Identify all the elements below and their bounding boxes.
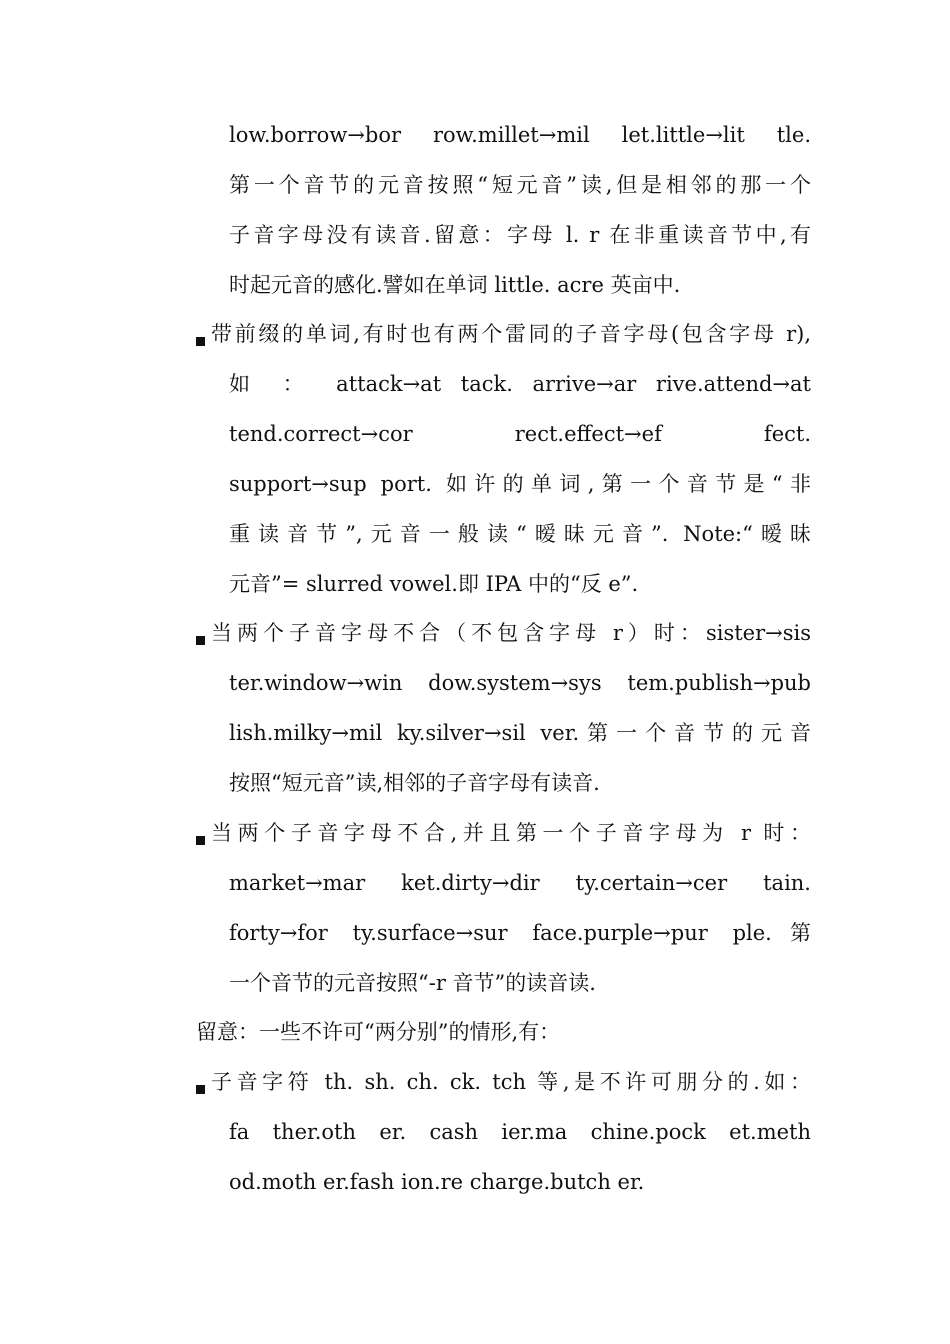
text-line: forty→for ty.surface→sur face.purple→pur ple.第: [229, 921, 811, 945]
text-line: 重读音节”,元音一般读“暧昧元音”. Note:“暧昧: [229, 522, 811, 546]
text-line: 按照“短元音”读,相邻的子音字母有读音.: [229, 771, 600, 795]
text-line: 一个音节的元音按照“-r 音节”的读音读.: [229, 971, 596, 995]
text-line: lish.milky→mil ky.silver→sil ver.第一个音节的元音: [229, 721, 811, 745]
text-line: 第一个音节的元音按照“短元音”读,但是相邻的那一个: [229, 173, 811, 197]
bullet-lead-line: 当两个子音字母不合,并且第一个子音字母为 r 时：: [211, 821, 811, 845]
bullet-lead-line: 子音字符 th. sh. ch. ck. tch 等,是不许可朋分的.如：: [211, 1070, 811, 1094]
text-line: ter.window→win dow.system→sys tem.publish→pub: [229, 671, 811, 695]
note-line: 留意：一些不许可“两分别”的情形,有：: [196, 1020, 561, 1044]
bullet-square-icon: [196, 1085, 205, 1094]
text-line: tend.correct→cor rect.effect→ef fect.: [229, 422, 811, 446]
bullet-lead-line: 当两个子音字母不合（不包含字母 r）时：sister→sis: [211, 621, 811, 645]
bullet-square-icon: [196, 337, 205, 346]
text-line: low.borrow→bor row.millet→mil let.little→lit tle.: [229, 123, 811, 147]
text-line: market→mar ket.dirty→dir ty.certain→cer tain.: [229, 871, 811, 895]
text-line: 如 ： attack→at tack. arrive→ar rive.attend→at: [229, 372, 811, 396]
text-line: 时起元音的感化.譬如在单词 little. acre 英亩中.: [229, 273, 681, 297]
text-line: 子音字母没有读音.留意：字母 l. r 在非重读音节中,有: [229, 223, 811, 247]
text-line: od.moth er.fash ion.re charge.butch er.: [229, 1170, 645, 1194]
bullet-lead-line: 带前缀的单词,有时也有两个雷同的子音字母(包含字母 r),: [211, 322, 811, 346]
text-line: support→sup port. 如许的单词,第一个音节是“非: [229, 472, 811, 496]
bullet-square-icon: [196, 636, 205, 645]
bullet-square-icon: [196, 836, 205, 845]
text-line: 元音”= slurred vowel.即 IPA 中的“反 e”.: [229, 572, 639, 596]
text-line: fa ther.oth er. cash ier.ma chine.pock et.meth: [229, 1120, 811, 1144]
